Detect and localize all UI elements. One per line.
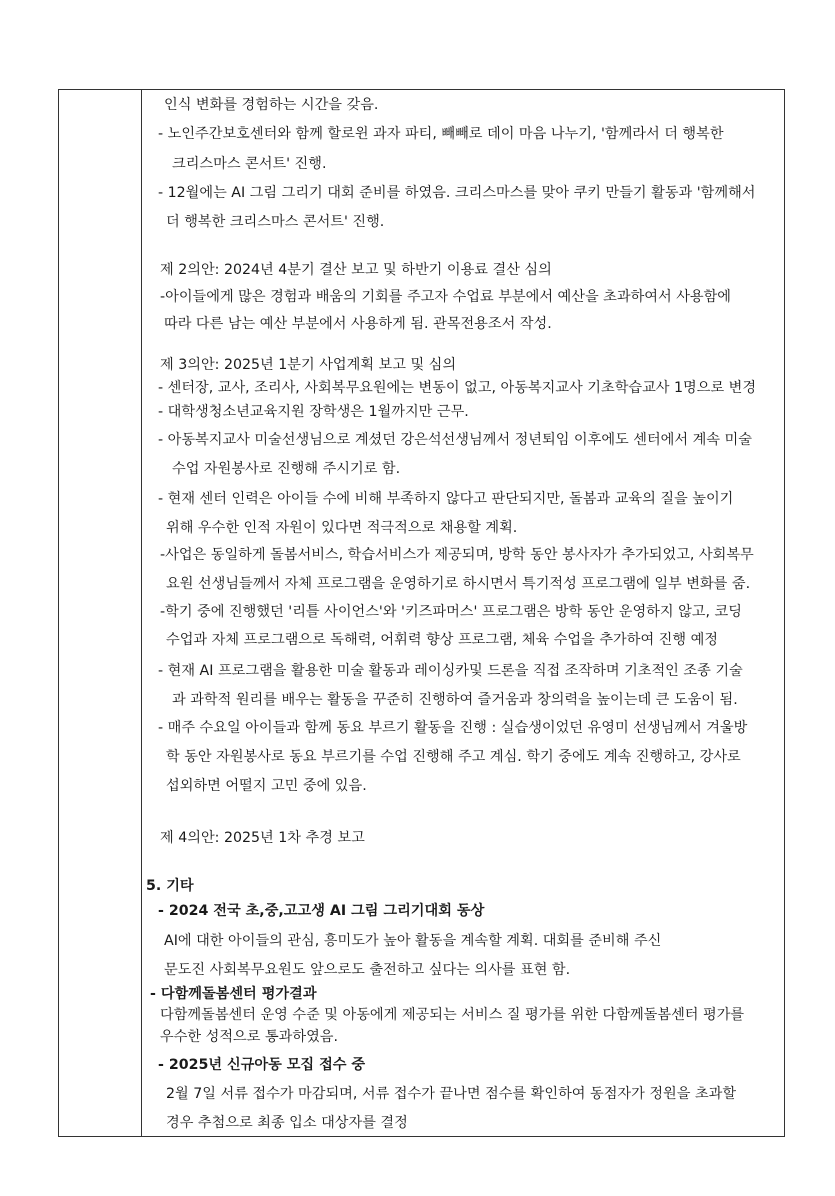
- text-line: - 12월에는 AI 그림 그리기 대회 준비를 하였음. 크리스마스를 맞아 쿠키 만들기 활동과 '함께해서: [158, 185, 756, 201]
- text-line: AI에 대한 아이들의 관심, 흥미도가 높아 활동을 계속할 계획. 대회를 준비해 주신: [164, 933, 662, 949]
- subsection-heading: - 다함께돌봄센터 평가결과: [150, 986, 317, 1002]
- text-line: 2월 7일 서류 접수가 마감되며, 서류 접수가 끝나면 점수를 확인하여 동점자가 정원을 초과할: [166, 1086, 737, 1102]
- agenda-heading: 제 2의안: 2024년 4분기 결산 보고 및 하반기 이용료 결산 심의: [160, 262, 552, 278]
- text-line: 섭외하면 어떨지 고민 중에 있음.: [166, 778, 367, 794]
- text-line: 수업과 자체 프로그램으로 독해력, 어휘력 향상 프로그램, 체육 수업을 추가하여 진행 예정: [166, 632, 719, 648]
- text-line: -사업은 동일하게 돌봄서비스, 학습서비스가 제공되며, 방학 동안 봉사자가 추가되었고, 사회복무: [160, 547, 754, 563]
- text-line: - 현재 센터 인력은 아이들 수에 비해 부족하지 않다고 판단되지만, 돌봄과 교육의 질을 높이기: [158, 491, 734, 507]
- agenda-heading: 제 3의안: 2025년 1분기 사업계획 보고 및 심의: [160, 357, 457, 373]
- text-line: -아이들에게 많은 경험과 배움의 기회를 주고자 수업료 부분에서 예산을 초과하여서 사용함에: [160, 289, 732, 305]
- text-line: 크리스마스 콘서트' 진행.: [172, 156, 327, 172]
- agenda-heading: 제 4의안: 2025년 1차 추경 보고: [160, 830, 365, 846]
- text-line: 위해 우수한 인적 자원이 있다면 적극적으로 채용할 계획.: [166, 520, 518, 536]
- text-line: 따라 다른 남는 예산 부분에서 사용하게 됨. 관목전용조서 작성.: [164, 316, 552, 332]
- text-line: - 현재 AI 프로그램을 활용한 미술 활동과 레이싱카및 드론을 직접 조작하며 기초적인 조종 기술: [158, 663, 743, 679]
- text-line: 인식 변화를 경험하는 시간을 갖음.: [164, 97, 379, 113]
- text-line: - 매주 수요일 아이들과 함께 동요 부르기 활동을 진행 : 실습생이었던 유영미 선생님께서 겨울방: [158, 720, 748, 736]
- text-line: -학기 중에 진행했던 '리틀 사이언스'와 '키즈파머스' 프로그램은 방학 동안 운영하지 않고, 코딩: [160, 604, 742, 620]
- subsection-heading: - 2025년 신규아동 모집 접수 중: [158, 1057, 366, 1073]
- text-line: 문도진 사회복무요원도 앞으로도 출전하고 싶다는 의사를 표현 함.: [164, 962, 571, 978]
- text-line: 다함께돌봄센터 운영 수준 및 아동에게 제공되는 서비스 질 평가를 위한 다함께돌봄센터 평가를: [160, 1007, 745, 1023]
- text-line: 경우 추첨으로 최종 입소 대상자를 결정: [166, 1115, 408, 1131]
- subsection-heading: - 2024 전국 초,중,고고생 AI 그림 그리기대회 동상: [158, 903, 485, 919]
- section-heading: 5. 기타: [146, 878, 194, 894]
- text-line: 더 행복한 크리스마스 콘서트' 진행.: [166, 214, 385, 230]
- text-line: 수업 자원봉사로 진행해 주시기로 함.: [172, 461, 401, 477]
- column-divider: [141, 90, 142, 1136]
- text-line: - 노인주간보호센터와 함께 할로윈 과자 파티, 빼빼로 데이 마음 나누기, '함께라서 더 행복한: [158, 126, 724, 142]
- text-line: 학 동안 자원봉사로 동요 부르기를 수업 진행해 주고 계심. 학기 중에도 계속 진행하고, 강사로: [166, 749, 741, 765]
- text-line: - 아동복지교사 미술선생님으로 계셨던 강은석선생님께서 정년퇴임 이후에도 센터에서 계속 미술: [158, 432, 752, 448]
- text-line: 과 과학적 원리를 배우는 활동을 꾸준히 진행하여 즐거움과 창의력을 높이는데 큰 도움이 됨.: [172, 692, 738, 708]
- text-line: - 센터장, 교사, 조리사, 사회복무요원에는 변동이 없고, 아동복지교사 기초학습교사 1명으로 변경: [158, 380, 757, 396]
- text-line: - 대학생청소년교육지원 장학생은 1월까지만 근무.: [158, 404, 469, 420]
- text-line: 요원 선생님들께서 자체 프로그램을 운영하기로 하시면서 특기적성 프로그램에 일부 변화를 줌.: [166, 576, 751, 592]
- text-line: 우수한 성적으로 통과하였음.: [160, 1029, 338, 1045]
